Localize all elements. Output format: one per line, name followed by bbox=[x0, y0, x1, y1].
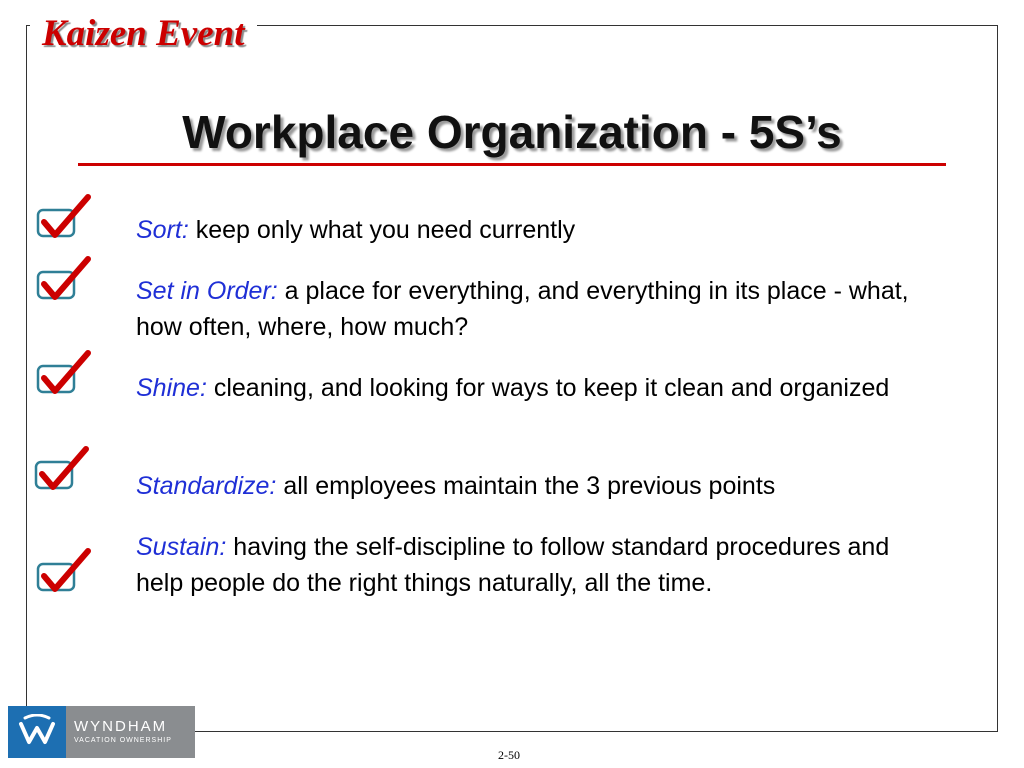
logo-wordmark bbox=[66, 706, 195, 758]
checkbox-checked-icon bbox=[36, 256, 94, 304]
checkbox-checked-icon bbox=[36, 194, 94, 242]
page-number: 2-50 bbox=[498, 748, 520, 762]
logo-tagline: VACATION OWNERSHIP bbox=[74, 737, 172, 744]
item-description: keep only what you need currently bbox=[188, 216, 576, 244]
wyndham-logo-icon bbox=[8, 706, 66, 758]
item-term: Set in Order: bbox=[136, 277, 278, 305]
item-sustain bbox=[136, 529, 941, 601]
item-description: having the self-discipline to follow standard procedures and help people do the right things naturally, all the time. bbox=[136, 533, 890, 597]
checkbox-checked-icon bbox=[36, 548, 94, 596]
item-description: all employees maintain the 3 previous points bbox=[276, 472, 776, 500]
item-shine bbox=[136, 370, 941, 406]
item-description: cleaning, and looking for ways to keep it clean and organized bbox=[206, 374, 890, 402]
item-term: Shine: bbox=[136, 374, 207, 402]
item-term: Sort: bbox=[136, 216, 189, 244]
item-set-in-order bbox=[136, 273, 941, 345]
item-sort bbox=[136, 212, 941, 248]
title-underline bbox=[78, 163, 946, 166]
item-term: Sustain: bbox=[136, 533, 227, 561]
item-description: a place for everything, and everything in its place - what, how often, where, how much? bbox=[136, 277, 909, 341]
company-logo bbox=[8, 706, 195, 758]
logo-name: WYNDHAM bbox=[74, 718, 168, 735]
slide-title: Workplace Organization - 5S’s bbox=[182, 106, 842, 158]
checkbox-checked-icon bbox=[34, 446, 92, 494]
event-label: Kaizen Event bbox=[30, 12, 257, 56]
item-standardize bbox=[136, 468, 941, 504]
checkbox-checked-icon bbox=[36, 350, 94, 398]
item-term: Standardize: bbox=[136, 472, 277, 500]
